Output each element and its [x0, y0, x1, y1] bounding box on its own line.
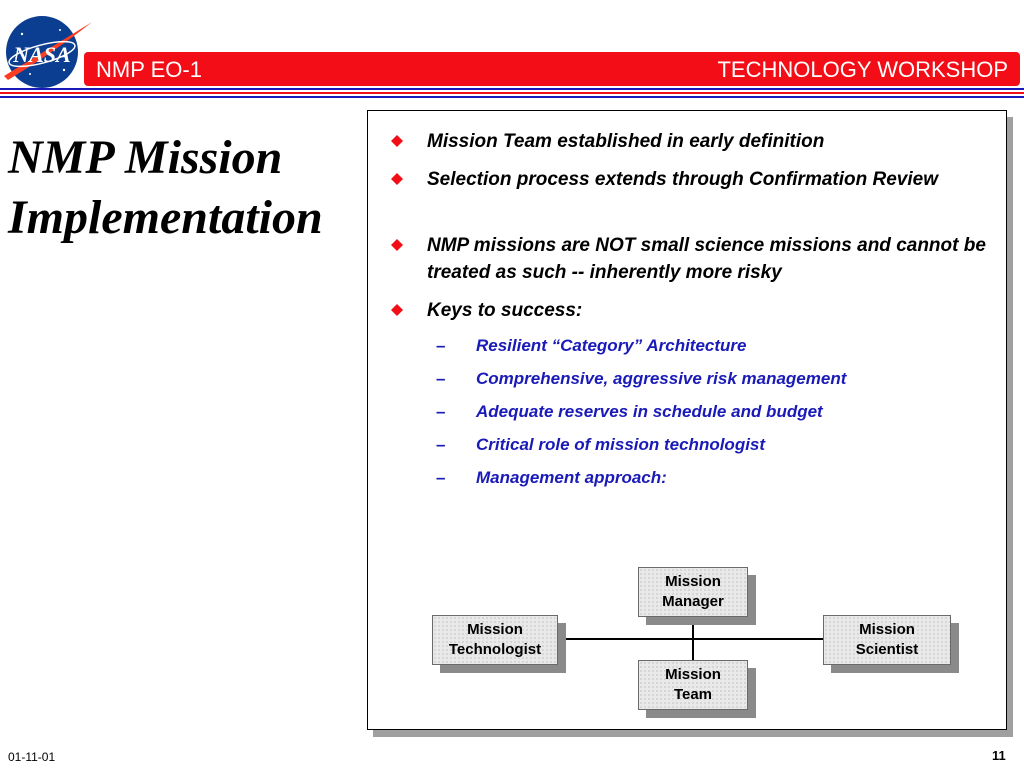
org-connector-horizontal: [557, 638, 823, 640]
org-box-scientist-label: Mission Scientist: [855, 621, 919, 658]
bullet-text: Mission Team established in early definition: [427, 131, 825, 152]
dash-bullet-icon: –: [436, 435, 446, 454]
nasa-logo: [0, 8, 96, 88]
slide-title-line1: NMP Mission: [8, 131, 283, 184]
header-stripes: [0, 88, 1024, 102]
org-box-technologist-label: Mission Technologist: [448, 621, 542, 658]
dash-bullet-icon: –: [436, 369, 446, 388]
sub-bullet-text: Resilient “Category” Architecture: [476, 336, 747, 355]
header-left-label: NMP EO-1: [96, 57, 202, 82]
sub-bullet-text: Comprehensive, aggressive risk management: [476, 369, 847, 388]
bullet-text: NMP missions are NOT small science missions and cannot be treated as such -- inherently more risky: [427, 235, 986, 283]
stripe: [0, 88, 1024, 90]
slide-title-line2: Implementation: [8, 191, 323, 244]
header-right-label: TECHNOLOGY WORKSHOP: [717, 57, 1008, 82]
org-box-manager-label: Mission Manager: [662, 573, 724, 610]
stripe: [0, 92, 1024, 94]
dash-bullet-icon: –: [436, 336, 446, 355]
org-box-scientist: [823, 615, 951, 665]
org-box-manager: [638, 567, 748, 617]
slide-title: [8, 128, 358, 248]
stripe: [0, 96, 1024, 98]
sub-bullet-text: Critical role of mission technologist: [476, 435, 766, 454]
sub-bullet-text: Adequate reserves in schedule and budget: [476, 402, 823, 421]
header-bar: [84, 52, 1020, 86]
nasa-logo-text: NASA: [13, 42, 71, 67]
footer-page-number: 11: [992, 748, 1006, 763]
dash-bullet-icon: –: [436, 468, 446, 487]
bullet-text: Selection process extends through Confirmation Review: [427, 169, 938, 190]
org-box-technologist: [432, 615, 558, 665]
content-box: [367, 110, 1007, 730]
org-chart: [368, 111, 1006, 729]
bullet-text: Keys to success:: [427, 300, 583, 321]
org-box-team: [638, 660, 748, 710]
footer-date: 01-11-01: [8, 750, 56, 764]
org-box-team-label: Mission Team: [665, 666, 721, 703]
dash-bullet-icon: –: [436, 402, 446, 421]
sub-bullet-text: Management approach:: [476, 468, 667, 487]
